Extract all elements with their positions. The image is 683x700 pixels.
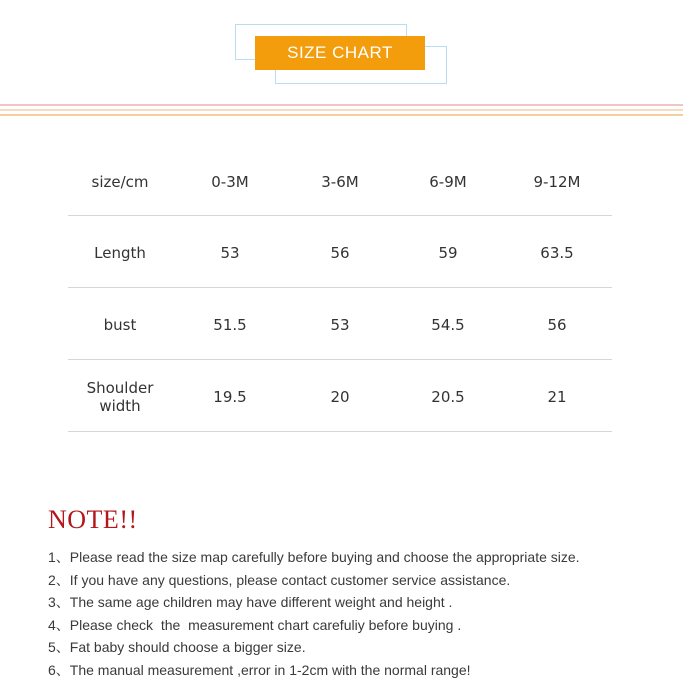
table-header-row xyxy=(68,146,612,216)
note-item: 5、Fat baby should choose a bigger size. xyxy=(48,639,306,655)
table-cell: 53 xyxy=(220,243,240,262)
table-cell: 20.5 xyxy=(431,387,465,406)
decorative-stripe-beige xyxy=(0,109,683,111)
header-cell-0-3m: 0-3M xyxy=(211,172,249,191)
table-cell: 19.5 xyxy=(213,387,247,406)
note-title: NOTE!! xyxy=(48,505,138,534)
header-cell-9-12m: 9-12M xyxy=(533,172,581,191)
note-item: 6、The manual measurement ,error in 1-2cm with the normal range! xyxy=(48,661,471,678)
header-cell-3-6m: 3-6M xyxy=(321,172,359,191)
table-cell: 21 xyxy=(547,387,567,406)
decorative-stripe-pink xyxy=(0,104,683,106)
row-label-bust: bust xyxy=(103,315,137,334)
size-chart-header xyxy=(235,24,447,84)
table-cell: 51.5 xyxy=(213,315,247,334)
note-item: 3、The same age children may have different weight and height . xyxy=(48,594,453,610)
header-cell-size: size/cm xyxy=(91,172,149,191)
table-cell: 63.5 xyxy=(540,243,574,262)
table-row xyxy=(68,288,612,360)
header-cell-6-9m: 6-9M xyxy=(429,172,467,191)
table-row xyxy=(68,216,612,288)
notes-list xyxy=(48,548,580,683)
table-cell: 53 xyxy=(330,315,350,334)
size-table xyxy=(68,146,612,432)
decorative-stripe-orange xyxy=(0,114,683,116)
table-row xyxy=(68,360,612,432)
note-item: 2、If you have any questions, please contact customer service assistance. xyxy=(48,571,511,588)
note-item: 1、Please read the size map carefully before buying and choose the appropriate size. xyxy=(48,549,580,565)
note-item: 4、Please check the measurement chart carefuliy before buying . xyxy=(48,616,462,633)
row-label-shoulder-width: Shoulder width xyxy=(86,378,154,415)
table-cell: 54.5 xyxy=(431,315,465,334)
table-cell: 56 xyxy=(547,315,567,334)
row-label-length: Length xyxy=(94,243,146,262)
table-cell: 20 xyxy=(330,387,350,406)
size-chart-title: SIZE CHART xyxy=(255,36,425,70)
table-cell: 59 xyxy=(438,243,458,262)
table-cell: 56 xyxy=(330,243,350,262)
